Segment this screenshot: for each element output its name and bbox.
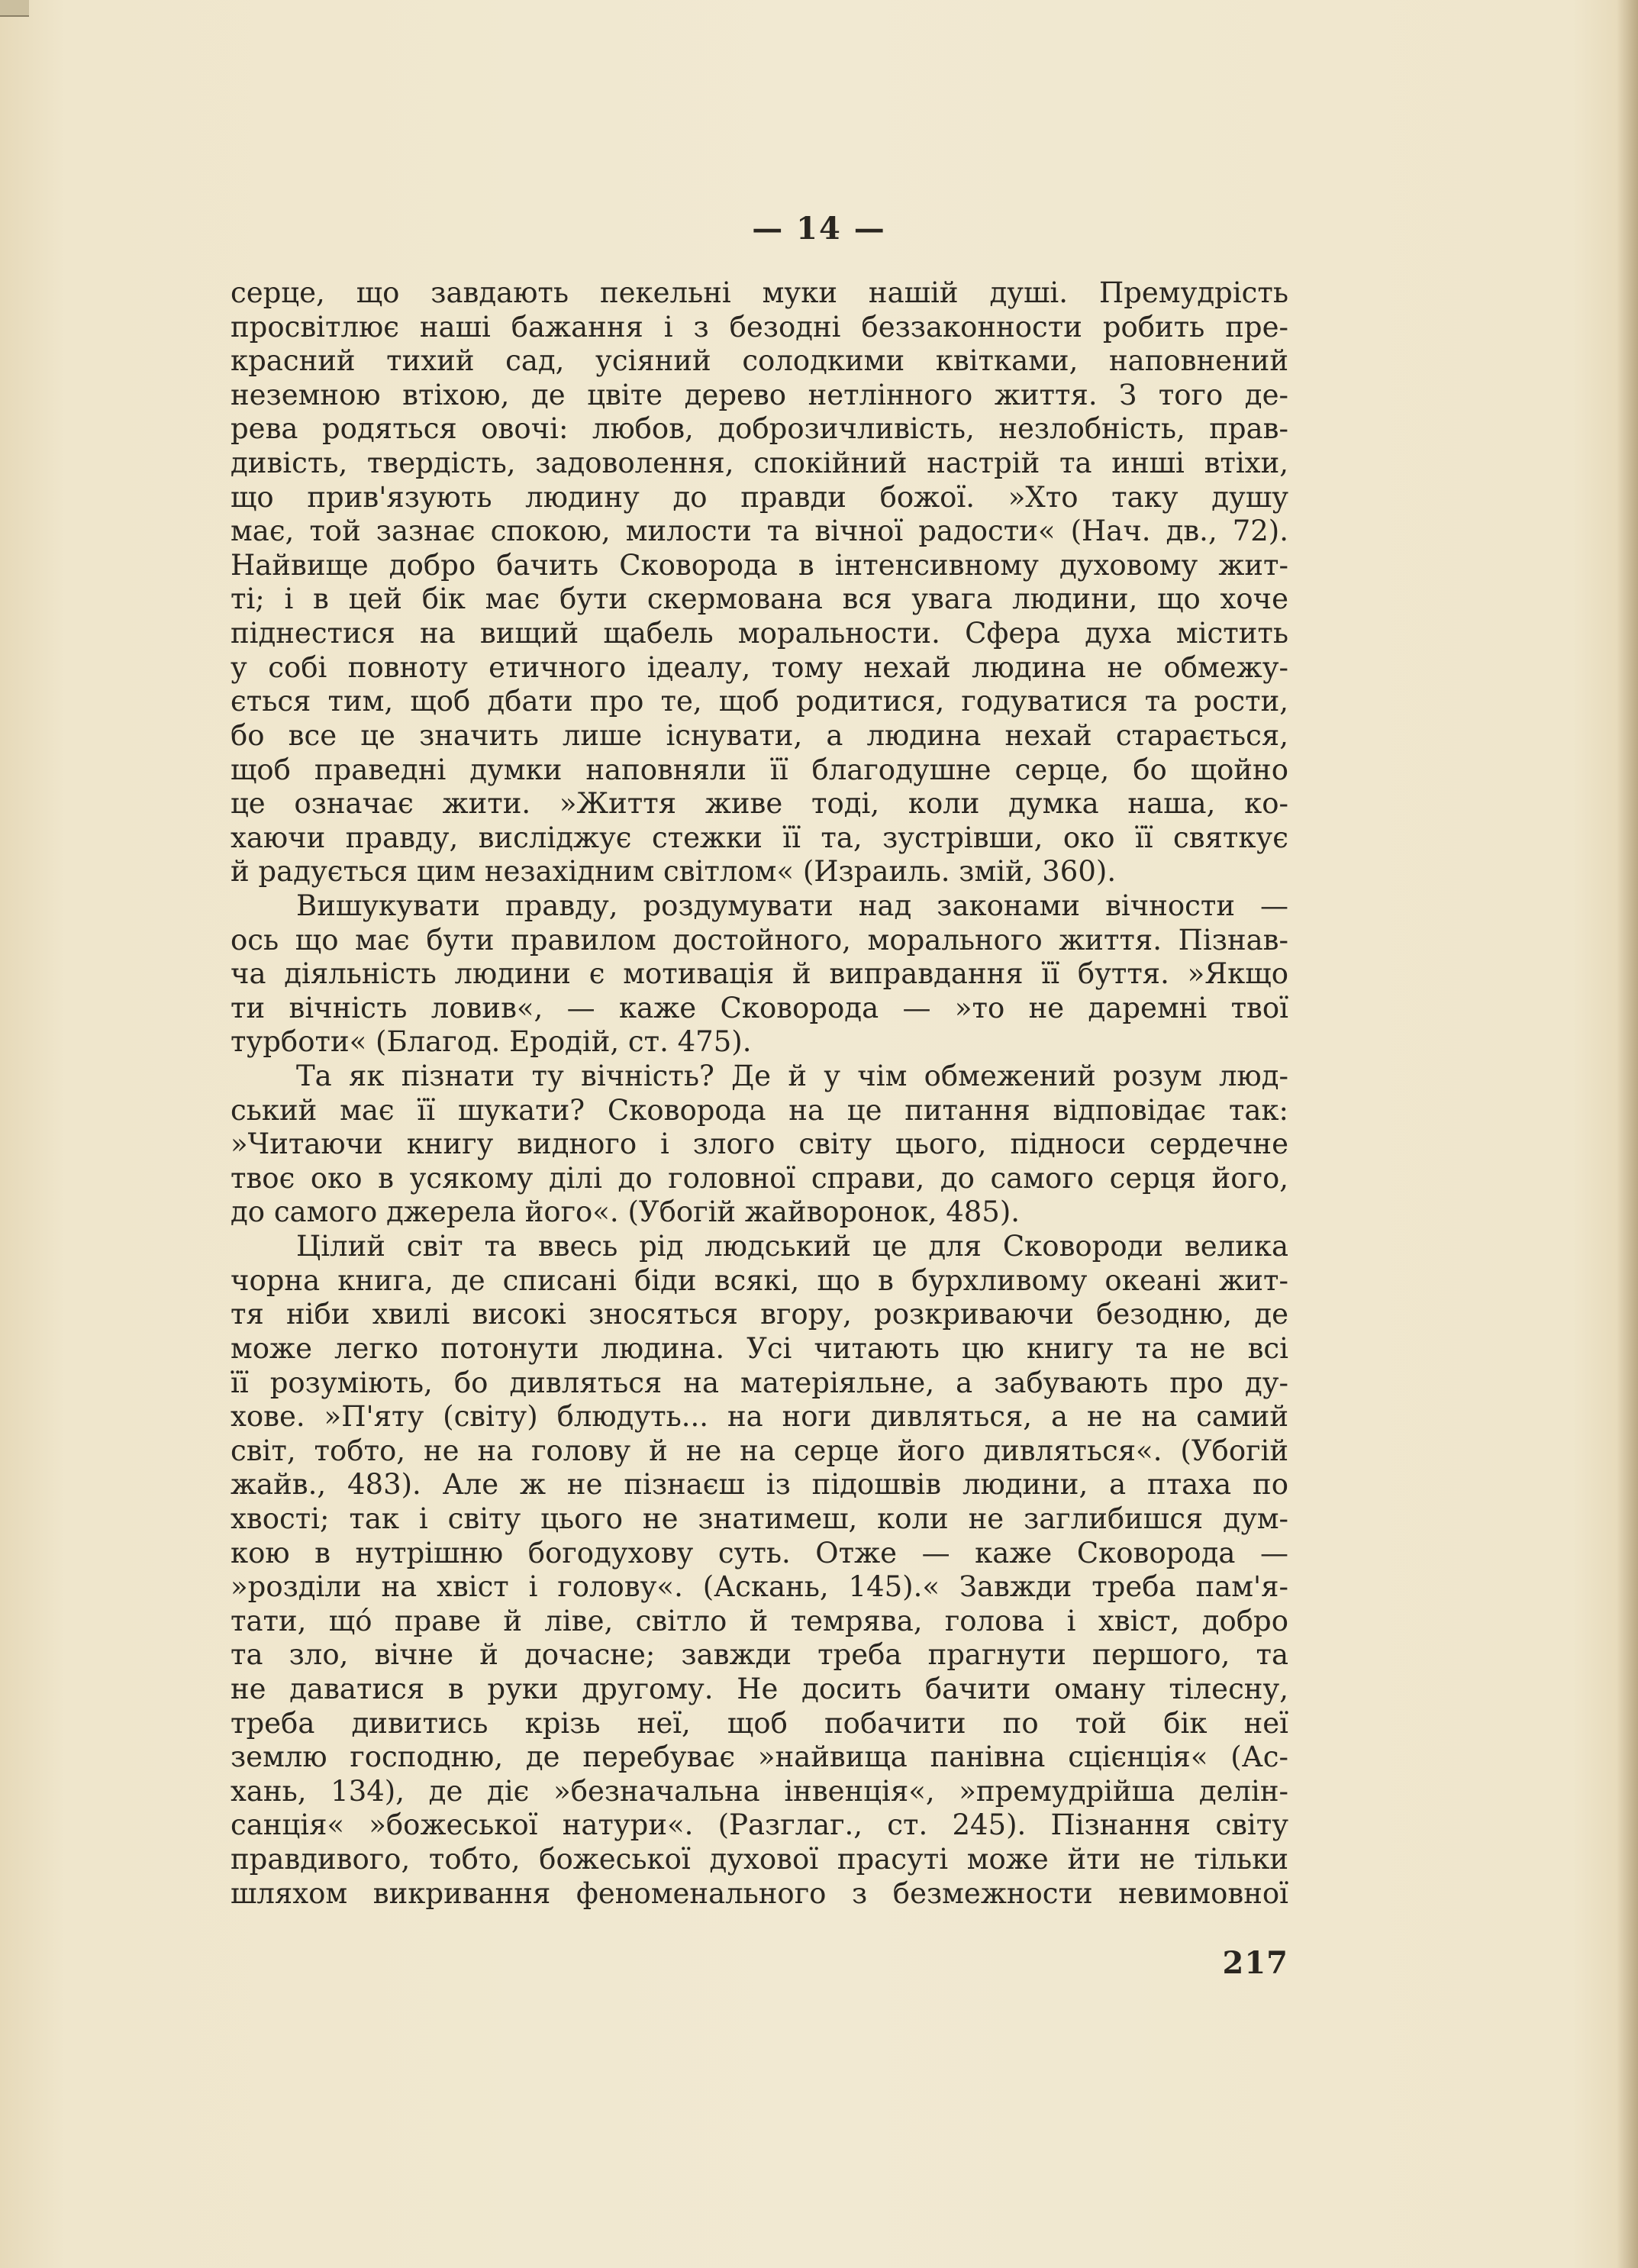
text-line: ти вічність ловив«, — каже Сковорода — »то не даремні твої [231,991,1288,1024]
text-line: чорна книга, де списані біди всякі, що в бурхливому океані жит- [231,1263,1288,1297]
text-line: Найвище добро бачить Сковорода в інтенсивному духовому жит- [231,548,1288,582]
text-line: »розділи на хвіст і голову«. (Аскань, 145).« Завжди треба пам'я- [231,1570,1288,1604]
text-line: її розуміють, бо дивляться на матеріяльне, а забувають про ду- [231,1366,1288,1399]
text-line: ча діяльність людини є мотивація й виправдання її буття. »Якщо [231,957,1288,991]
text-line: тати, щó праве й ліве, світло й темрява, голова і хвіст, добро [231,1604,1288,1637]
text-line: Вишукувати правду, роздумувати над законами вічности — [296,889,1288,922]
page-edge-shadow [1617,0,1638,2268]
text-line: турботи« (Благод. Еродій, ст. 475). [231,1025,752,1059]
text-line: що прив'язують людину до правди божої. »Хто таку душу [231,480,1288,514]
text-line: жайв., 483). Але ж не пізнаєш із підошвів людини, а птаха по [231,1468,1288,1502]
text-line: Та як пізнати ту вічність? Де й у чім обмежений розум люд- [296,1060,1288,1093]
text-line: »Читаючи книгу видного і злого світу цього, підноси сердечне [231,1128,1288,1161]
text-line: світ, тобто, не на голову й не на серце його дивляться«. (Убогій [231,1434,1288,1467]
body-text [231,276,1288,1911]
text-line: шляхом викривання феноменального з безмежности невимовної [231,1876,1288,1910]
corner-tab [0,0,29,17]
text-line: хове. »П'яту (світу) блюдуть... на ноги дивляться, а не на самий [231,1400,1288,1434]
text-line: хаючи правду, висліджує стежки її та, зустрівши, око її святкує [231,821,1288,854]
text-line: ський має її шукати? Сковорода на це питання відповідає так: [231,1093,1288,1127]
text-line: неземною втіхою, де цвіте дерево нетлінного життя. З того де- [231,378,1288,411]
text-line: ті; і в цей бік має бути скермована вся увага людини, що хоче [231,582,1288,616]
text-line: бо все це значить лише існувати, а людина нехай старається, [231,718,1288,752]
text-line: серце, що завдають пекельні муки нашій душі. Премудрість [231,276,1288,309]
text-line: має, той зазнає спокою, милости та вічної радости« (Нач. дв., 72). [231,515,1288,548]
text-line: й радується цим незахідним світлом« (Израиль. змій, 360). [231,855,1117,889]
text-line: не даватися в руки другому. Не досить бачити оману тілесну, [231,1672,1288,1705]
text-line: у собі повноту етичного ідеалу, тому нехай людина не обмежу- [231,650,1288,684]
text-line: кою в нутрішню богодухову суть. Отже — каже Сковорода — [231,1536,1288,1570]
text-line: до самого джерела його«. (Убогій жайворонок, 485). [231,1195,1021,1229]
text-line: треба дивитись крізь неї, щоб побачити по той бік неї [231,1706,1288,1740]
text-line: ється тим, щоб дбати про те, щоб родитися, годуватися та рости, [231,685,1288,718]
text-line: дивість, твердість, задоволення, спокійний настрій та инші втіхи, [231,447,1288,480]
text-line: піднестися на вищий щабель моральности. Сфера духа містить [231,617,1288,650]
text-line: просвітлює наші бажання і з безодні беззаконности робить пре- [231,310,1288,344]
text-line: санція« »божеської натури«. (Разглаг., ст. 245). Пізнання світу [231,1808,1288,1842]
text-line: Цілий світ та ввесь рід людський це для Сковороди велика [296,1230,1288,1263]
text-line: землю господню, де перебуває »найвища панівна сцієнція« (Ас- [231,1741,1288,1774]
text-line: щоб праведні думки наповняли її благодушне серце, бо щойно [231,753,1288,786]
text-line: хань, 134), де діє »безначальна інвенція«, »премудрійша делін- [231,1774,1288,1808]
text-line: хвості; так і світу цього не знатимеш, коли не заглибишся дум- [231,1502,1288,1535]
text-line: тя ніби хвилі високі зносяться вгору, розкриваючи безодню, де [231,1298,1288,1331]
text-line: рева родяться овочі: любов, доброзичливість, незлобність, прав- [231,412,1288,446]
text-line: ось що має бути правилом достойного, морального життя. Пізнав- [231,923,1288,957]
text-line: правдивого, тобто, божеської духової прасуті може йти не тільки [231,1843,1288,1876]
text-line: красний тихий сад, усіяний солодкими квітками, наповнений [231,344,1288,378]
running-head: — 14 — [752,211,886,247]
text-line: може легко потонути людина. Усі читають цю книгу та не всі [231,1331,1288,1365]
text-line: та зло, вічне й дочасне; завжди треба прагнути першого, та [231,1638,1288,1672]
text-line: це означає жити. »Життя живе тоді, коли думка наша, ко- [231,787,1288,821]
page-number: 217 [1222,1945,1288,1981]
text-line: твоє око в усякому ділі до головної справи, до самого серця його, [231,1161,1288,1195]
